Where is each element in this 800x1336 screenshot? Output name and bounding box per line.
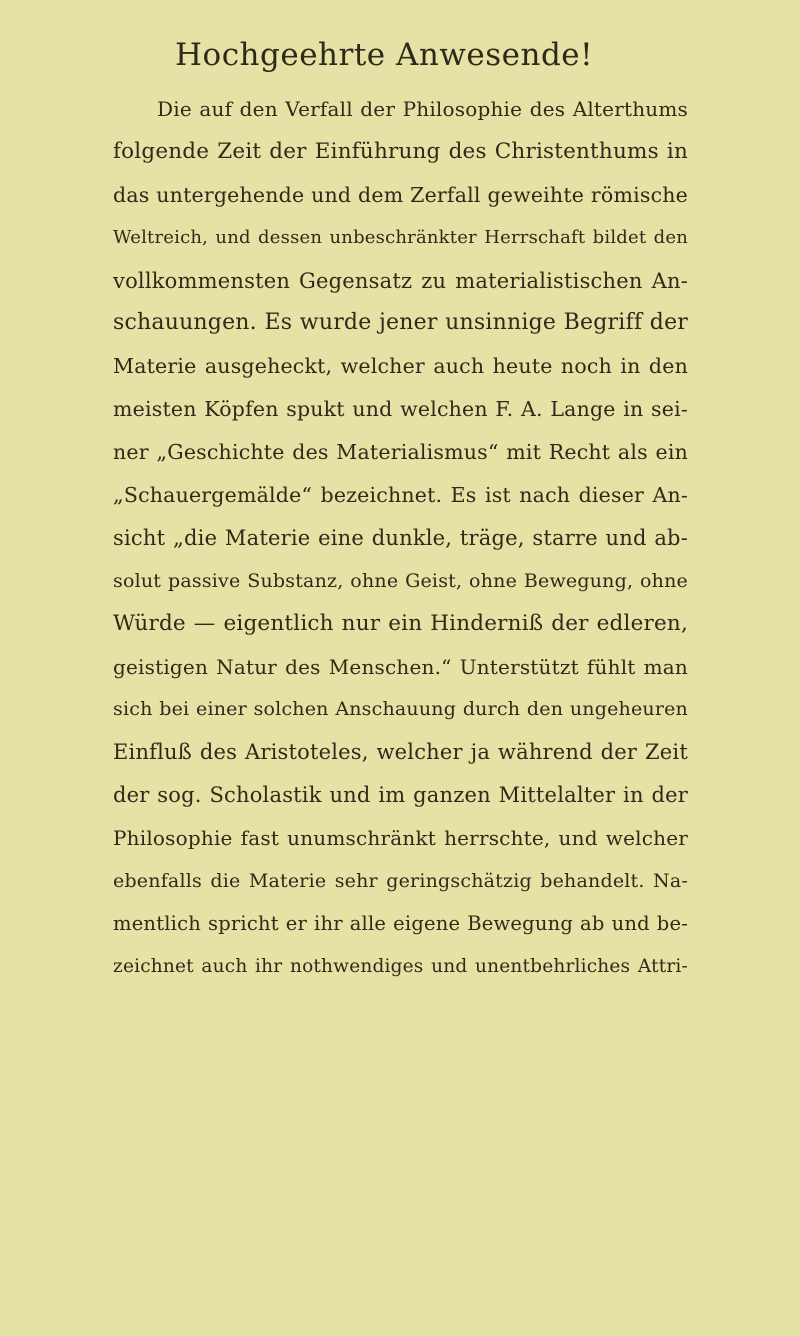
text-line: Einfluß des Aristoteles, welcher ja während der Zeit [113, 740, 688, 765]
text-line: solut passive Substanz, ohne Geist, ohne Bewegung, ohne [113, 569, 688, 592]
text-line: Philosophie fast unumschränkt herrschte, und welcher [113, 826, 688, 851]
text-line: Weltreich, und dessen unbeschränkter Herrschaft bildet den [113, 226, 688, 248]
text-line: mentlich spricht er ihr alle eigene Bewegung ab und be- [113, 911, 688, 935]
body-paragraph [113, 88, 688, 989]
text-line: Die auf den Verfall der Philosophie des Alterthums [157, 97, 688, 121]
text-line: zeichnet auch ihr nothwendiges und unentbehrliches Attri- [113, 955, 688, 977]
text-line: ebenfalls die Materie sehr geringschätzig behandelt. Na- [113, 870, 688, 893]
text-line: das untergehende und dem Zerfall geweihte römische [113, 182, 688, 207]
text-line: sich bei einer solchen Anschauung durch den ungeheuren [113, 698, 688, 721]
text-line: vollkommensten Gegensatz zu materialistischen An- [113, 268, 688, 293]
text-line: geistigen Natur des Menschen.“ Unterstützt fühlt man [113, 654, 688, 679]
text-line: ner „Geschichte des Materialismus“ mit Recht als ein [113, 440, 688, 465]
text-line: Würde — eigentlich nur ein Hinderniß der edleren, [113, 610, 688, 636]
text-line: meisten Köpfen spukt und welchen F. A. Lange in sei- [113, 397, 688, 422]
text-line: folgende Zeit der Einführung des Christenthums in [113, 138, 688, 164]
text-line: schauungen. Es wurde jener unsinnige Begriff der [113, 310, 688, 336]
text-line: Materie ausgeheckt, welcher auch heute noch in den [113, 354, 688, 379]
text-line: sicht „die Materie eine dunkle, träge, starre und ab- [113, 525, 688, 550]
salutation-heading: Hochgeehrte Anwesende! [175, 37, 594, 73]
text-line: „Schauergemälde“ bezeichnet. Es ist nach dieser An- [113, 483, 688, 508]
text-line: der sog. Scholastik und im ganzen Mittelalter in der [113, 783, 688, 808]
